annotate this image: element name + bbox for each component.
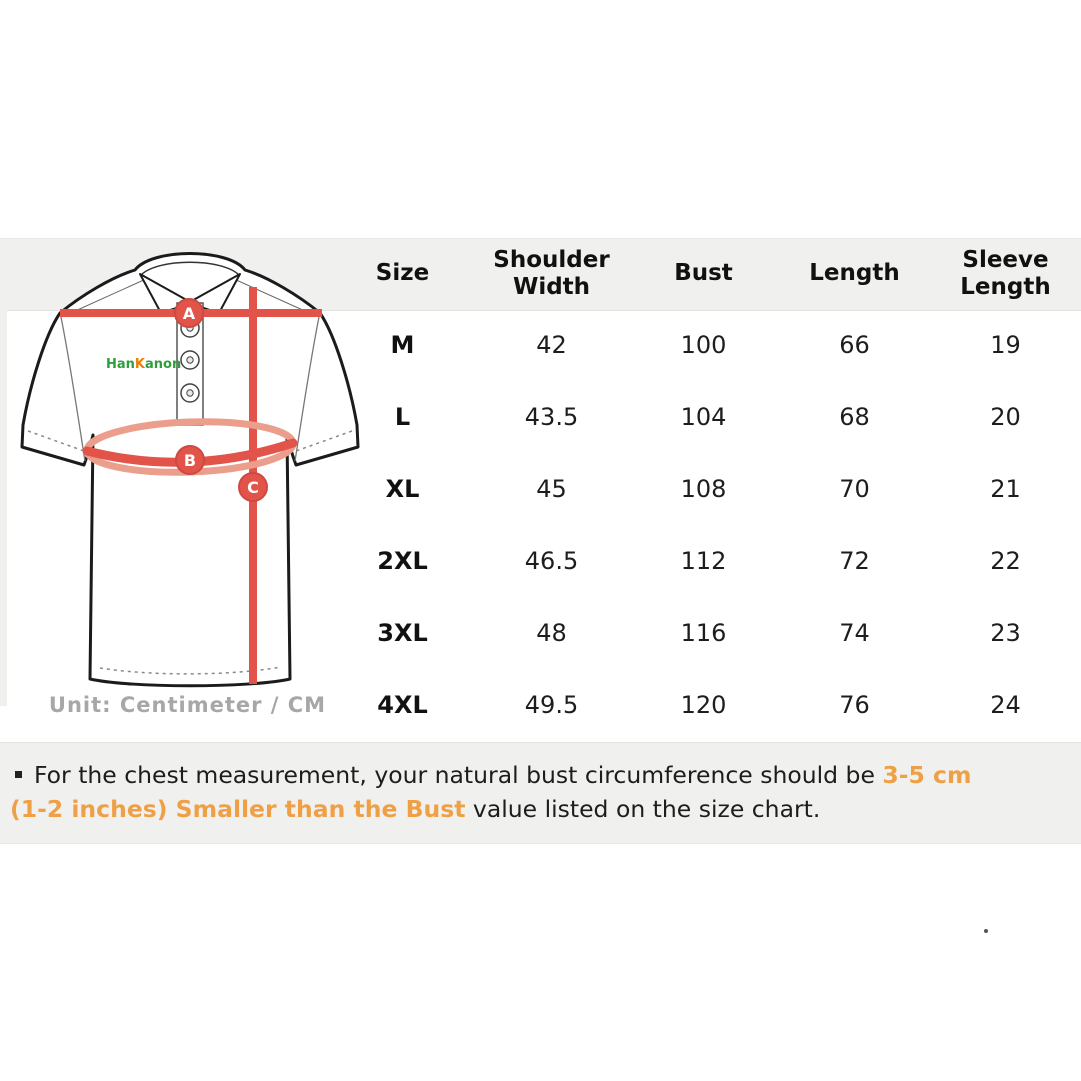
brand-logo: HanKanon bbox=[106, 357, 182, 372]
polo-shirt-illustration bbox=[0, 237, 380, 707]
note-highlight: 3-5 cm bbox=[882, 761, 972, 789]
measurement-note bbox=[0, 742, 1081, 842]
note-line-2 bbox=[10, 792, 1071, 826]
column-header-length: Length bbox=[809, 260, 900, 286]
table-cell: 45 bbox=[536, 475, 567, 503]
column-header-bust: Bust bbox=[674, 260, 733, 286]
table-cell: 108 bbox=[680, 475, 727, 503]
table-cell: 68 bbox=[839, 403, 870, 431]
marker-b bbox=[176, 446, 204, 474]
table-cell: M bbox=[390, 331, 415, 359]
table-cell: 2XL bbox=[377, 547, 428, 575]
column-header-sleeve-length: Sleeve Length bbox=[960, 246, 1051, 300]
bullet-icon bbox=[15, 771, 22, 778]
image-artifact-dot bbox=[984, 929, 988, 933]
table-cell: 23 bbox=[990, 619, 1021, 647]
table-cell: 116 bbox=[680, 619, 727, 647]
table-cell: 76 bbox=[839, 691, 870, 719]
marker-a bbox=[175, 299, 203, 327]
svg-text:B: B bbox=[183, 451, 197, 470]
note-line-1 bbox=[10, 758, 1071, 792]
note-text: For the chest measurement, your natural bust circumference should be bbox=[34, 761, 883, 789]
note-text: value listed on the size chart. bbox=[465, 795, 821, 823]
table-cell: 19 bbox=[990, 331, 1021, 359]
unit-label: Unit: Centimeter / CM bbox=[48, 693, 327, 717]
table-cell: L bbox=[394, 403, 411, 431]
table-cell: 72 bbox=[839, 547, 870, 575]
table-cell: 43.5 bbox=[524, 403, 579, 431]
table-cell: XL bbox=[385, 475, 420, 503]
svg-text:C: C bbox=[247, 478, 259, 497]
table-cell: 112 bbox=[680, 547, 727, 575]
table-cell: 22 bbox=[990, 547, 1021, 575]
table-cell: 104 bbox=[680, 403, 727, 431]
table-cell: 120 bbox=[680, 691, 727, 719]
note-highlight: (1-2 inches) Smaller than the Bust bbox=[10, 795, 466, 823]
table-cell: 20 bbox=[990, 403, 1021, 431]
table-cell: 66 bbox=[839, 331, 870, 359]
shirt-diagram bbox=[0, 237, 380, 707]
table-cell: 49.5 bbox=[524, 691, 579, 719]
table-cell: 70 bbox=[839, 475, 870, 503]
table-cell: 4XL bbox=[377, 691, 428, 719]
column-header-size: Size bbox=[375, 260, 430, 286]
table-cell: 48 bbox=[536, 619, 567, 647]
table-cell: 46.5 bbox=[524, 547, 579, 575]
table-cell: 74 bbox=[839, 619, 870, 647]
marker-c bbox=[239, 473, 267, 501]
size-table bbox=[330, 238, 1081, 741]
table-cell: 24 bbox=[990, 691, 1021, 719]
table-cell: 42 bbox=[536, 331, 567, 359]
table-cell: 3XL bbox=[377, 619, 428, 647]
column-header-shoulder-width: Shoulder Width bbox=[493, 246, 610, 300]
table-cell: 21 bbox=[990, 475, 1021, 503]
table-cell: 100 bbox=[680, 331, 727, 359]
buttons bbox=[181, 319, 199, 402]
svg-text:A: A bbox=[182, 304, 196, 323]
